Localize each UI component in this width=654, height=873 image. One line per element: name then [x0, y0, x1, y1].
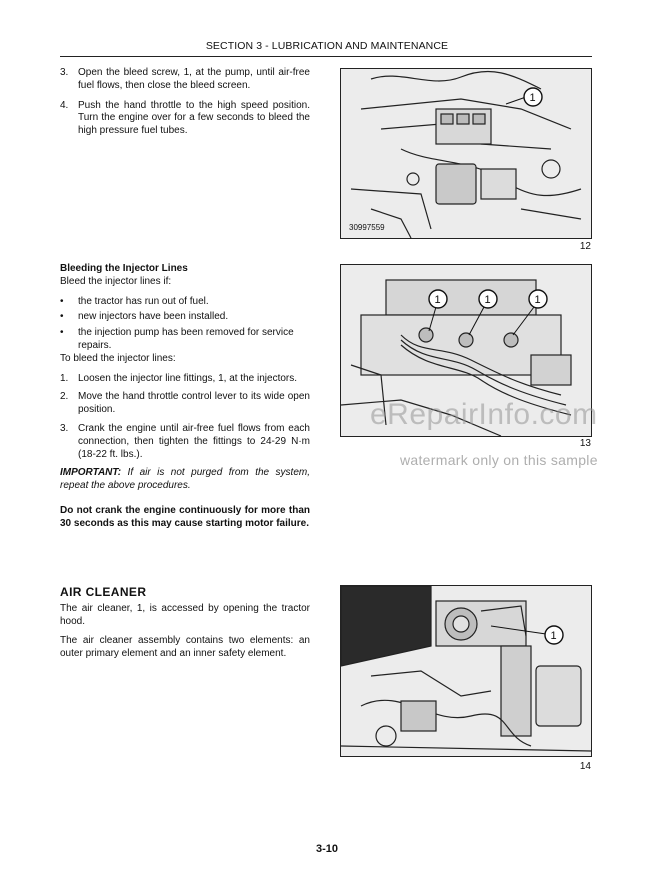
subheading: Bleeding the Injector Lines: [60, 263, 188, 274]
important-label: IMPORTANT:: [60, 467, 122, 479]
engine-pump-drawing: [341, 69, 591, 238]
warning-note: Do not crank the engine continuously for more than 30 seconds as this may cause starting motor failure.: [60, 504, 310, 529]
bullet-mark: •: [60, 295, 64, 307]
important-note: [60, 467, 310, 493]
air-cleaner-section: [60, 586, 310, 661]
list-item: [60, 423, 310, 461]
paragraph: The air cleaner, 1, is accessed by opening the tractor hood.: [60, 602, 310, 627]
header-divider: [60, 56, 592, 57]
step-text: Push the hand throttle to the high speed position. Turn the engine over for a few seconds to bleed the high pressure fuel tubes.: [78, 99, 310, 137]
figure-number: 12: [579, 241, 591, 252]
section-heading: AIR CLEANER: [60, 585, 147, 599]
air-cleaner-drawing: [341, 586, 591, 756]
watermark-logo: eRepairInfo.com: [370, 398, 598, 431]
figure-code: 30997559: [349, 223, 385, 232]
figure-number: 14: [579, 761, 591, 772]
figure-12-fuel-pump-illustration: [340, 68, 592, 239]
step-number: 2.: [60, 391, 69, 403]
injector-bleed-section: [60, 263, 310, 531]
list-item: [60, 100, 310, 138]
bleed-steps-list: [60, 67, 310, 138]
section-header: SECTION 3 - LUBRICATION AND MAINTENANCE: [205, 40, 449, 52]
intro-text: Bleed the injector lines if:: [60, 275, 172, 287]
callout-number: 1: [434, 294, 441, 306]
list-item: [60, 391, 310, 417]
callout-marker: [545, 626, 563, 644]
bullet-text: the tractor has run out of fuel.: [78, 295, 209, 307]
list-item: [60, 373, 310, 386]
lead-text: To bleed the injector lines:: [60, 352, 176, 364]
callout-number: 1: [550, 630, 557, 642]
page-number: 3-10: [315, 843, 339, 855]
callout-number: 1: [484, 294, 491, 306]
bullet-mark: •: [60, 327, 64, 339]
step-text: Crank the engine until air-free fuel flows from each connection, then tighten the fittings to 24-29 N·m (18-22 ft. lbs.).: [78, 422, 310, 460]
list-item: [60, 327, 310, 353]
paragraph: The air cleaner assembly contains two elements: an outer primary element and an inner safety element.: [60, 635, 310, 660]
callout-number: 1: [534, 294, 541, 306]
callout-marker: [429, 290, 447, 308]
important-text: If air is not purged from the system, repeat the above procedures.: [60, 467, 310, 492]
figure-14-air-cleaner-illustration: [340, 585, 592, 757]
list-item: [60, 296, 310, 309]
watermark-note: watermark only on this sample: [400, 452, 598, 468]
step-number: 3.: [60, 67, 69, 78]
callout-marker: [529, 290, 547, 308]
bullet-text: the injection pump has been removed for service repairs.: [78, 327, 294, 351]
step-number: 4.: [60, 99, 69, 111]
callout-marker: [524, 88, 542, 106]
step-text: Loosen the injector line fittings, 1, at the injectors.: [78, 372, 298, 384]
bullet-text: new injectors have been installed.: [78, 311, 229, 323]
callout-number: 1: [529, 92, 536, 104]
step-number: 3.: [60, 422, 69, 434]
list-item: [60, 67, 310, 93]
step-text: Open the bleed screw, 1, at the pump, until air-free fuel flows, then close the bleed screen.: [78, 67, 310, 91]
callout-marker: [479, 290, 497, 308]
step-text: Move the hand throttle control lever to its wide open position.: [78, 391, 310, 416]
list-item: [60, 311, 310, 324]
figure-number: 13: [579, 438, 591, 449]
step-number: 1.: [60, 372, 69, 384]
bullet-mark: •: [60, 311, 64, 323]
